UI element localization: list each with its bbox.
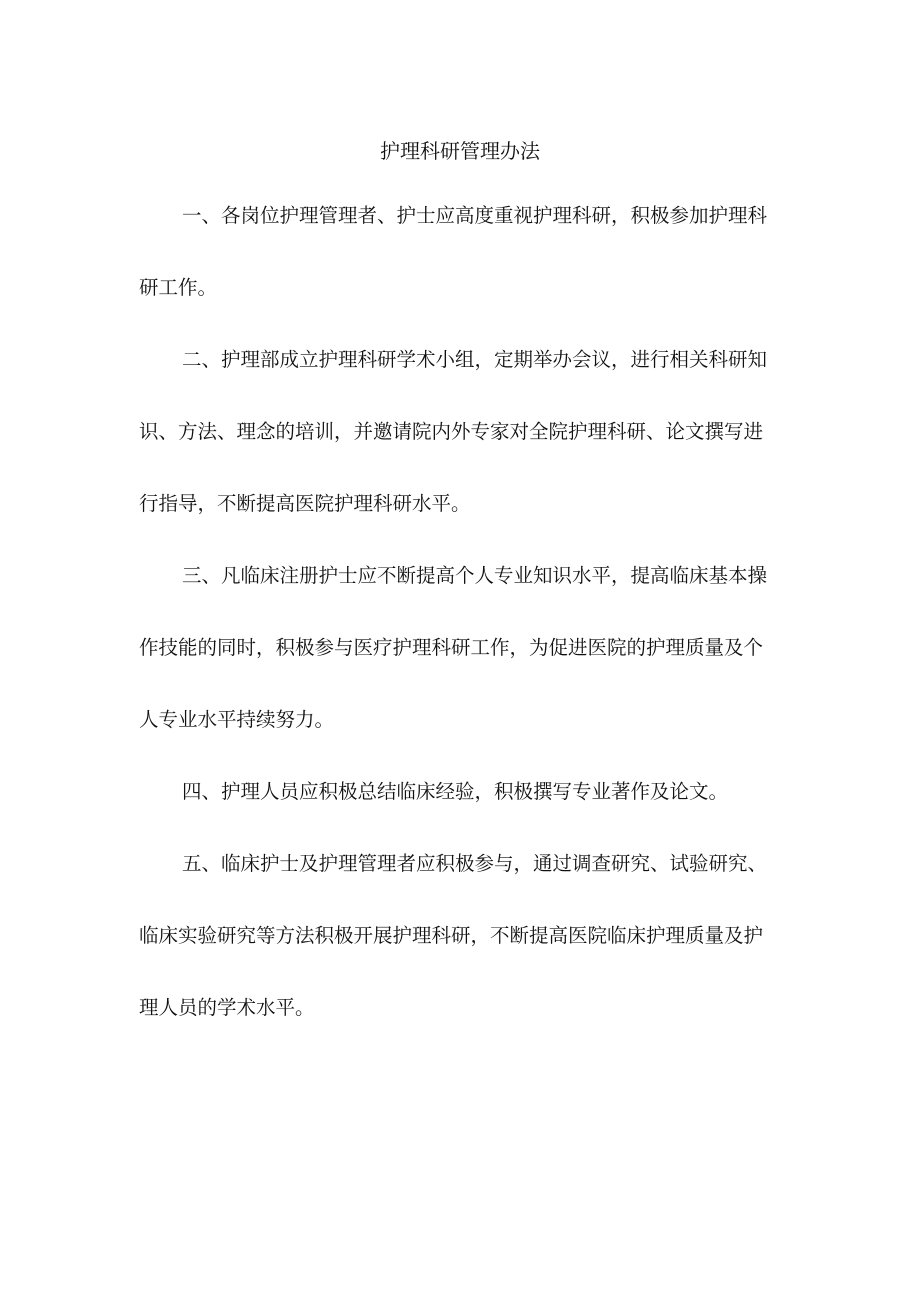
text-line: 一、各岗位护理管理者、护士应高度重视护理科研，积极参加护理科: [182, 204, 768, 227]
text-line: 行指导，不断提高医院护理科研水平。: [139, 492, 471, 515]
document-title: 护理科研管理办法: [380, 139, 540, 163]
text-line: 临床实验研究等方法积极开展护理科研，不断提高医院临床护理质量及护: [139, 924, 764, 947]
text-line: 识、方法、理念的培训，并邀请院内外专家对全院护理科研、论文撰写进: [139, 420, 764, 443]
text-line: 研工作。: [139, 276, 218, 299]
text-line: 四、护理人员应积极总结临床经验，积极撰写专业著作及论文。: [182, 780, 729, 803]
text-line: 理人员的学术水平。: [139, 996, 315, 1019]
text-line: 作技能的同时，积极参与医疗护理科研工作，为促进医院的护理质量及个: [139, 636, 764, 659]
text-line: 五、临床护士及护理管理者应积极参与，通过调查研究、试验研究、: [182, 852, 768, 875]
text-line: 人专业水平持续努力。: [139, 708, 335, 731]
document-body: [139, 180, 804, 1044]
text-line: 三、凡临床注册护士应不断提高个人专业知识水平，提高临床基本操: [182, 564, 768, 587]
text-line: 二、护理部成立护理科研学术小组，定期举办会议，进行相关科研知: [182, 348, 768, 371]
